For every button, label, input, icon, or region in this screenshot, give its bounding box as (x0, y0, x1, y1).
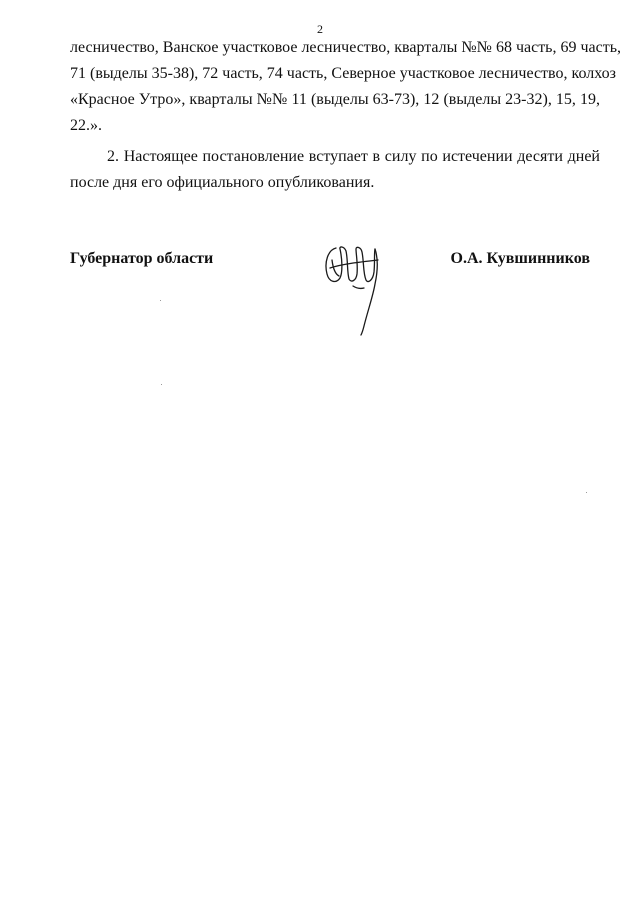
paragraph-1-line-2: 71 (выделы 35-38), 72 часть, 74 часть, Северное участковое лесничество, колхоз (70, 65, 616, 82)
paragraph-2 (70, 144, 600, 196)
scan-speck (161, 384, 162, 385)
handwritten-signature (320, 238, 390, 338)
paragraph-1-line-4: 22.». (70, 117, 102, 134)
paragraph-1-line-3: «Красное Утро», кварталы №№ 11 (выделы 63-73), 12 (выделы 23-32), 15, 19, (70, 91, 600, 108)
paragraph-1 (70, 35, 622, 139)
paragraph-2-line-2: после дня его официального опубликования. (70, 174, 375, 191)
signatory-name: О.А. Кувшинников (450, 250, 590, 267)
signatory-title: Губернатор области (70, 250, 214, 267)
page-number: 2 (317, 22, 323, 36)
scan-speck (586, 492, 587, 493)
paragraph-2-line-1: 2. Настоящее постановление вступает в силу по истечении десяти дней (107, 148, 600, 165)
scan-speck (160, 300, 161, 301)
paragraph-1-line-1: лесничество, Ванское участковое лесничество, кварталы №№ 68 часть, 69 часть, (70, 39, 622, 56)
